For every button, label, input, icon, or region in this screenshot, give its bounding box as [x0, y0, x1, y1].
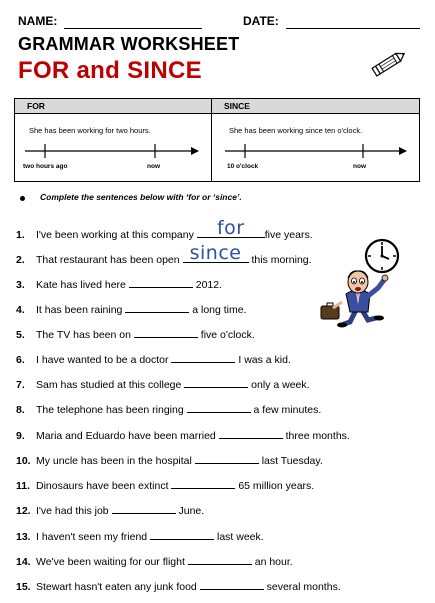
- question-item: [16, 502, 204, 517]
- question-item: [16, 578, 341, 593]
- since-start-label: 10 o'clock: [227, 163, 259, 170]
- for-timeline: [23, 141, 203, 161]
- question-text-before: Stewart hasn't eaten any junk food: [36, 581, 200, 593]
- question-item: [16, 376, 310, 391]
- question-text-before: Sam has studied at this college: [36, 379, 185, 391]
- question-item: [16, 301, 247, 316]
- pencil-icon: [370, 46, 410, 80]
- question-text-after: a few minutes.: [250, 404, 322, 416]
- answer-blank[interactable]: [195, 452, 259, 464]
- question-number: 13.: [16, 531, 31, 543]
- question-item: [16, 427, 350, 442]
- question-number: 9.: [16, 430, 25, 442]
- explanation-box: [14, 98, 420, 182]
- question-number: 6.: [16, 354, 25, 366]
- question-text-after: five years.: [264, 229, 313, 241]
- question-item: [16, 217, 313, 241]
- handwritten-answer: for: [216, 217, 245, 239]
- for-start-label: two hours ago: [23, 163, 68, 170]
- date-label: DATE:: [243, 14, 279, 28]
- question-number: 14.: [16, 556, 31, 568]
- question-text-after: last Tuesday.: [258, 455, 323, 467]
- answer-blank[interactable]: [184, 376, 248, 388]
- answer-blank[interactable]: [171, 477, 235, 489]
- answer-blank[interactable]: [187, 401, 251, 413]
- question-number: 7.: [16, 379, 25, 391]
- question-text-after: I was a kid.: [235, 354, 291, 366]
- answer-blank[interactable]: [134, 326, 198, 338]
- question-text-after: only a week.: [248, 379, 310, 391]
- question-text-before: I've had this job: [36, 505, 112, 517]
- since-heading: SINCE: [224, 101, 250, 111]
- question-item: [16, 452, 323, 467]
- for-heading: FOR: [27, 101, 45, 111]
- question-text-after: three months.: [282, 430, 350, 442]
- handwritten-answer: since: [189, 242, 242, 264]
- question-text-after: 2012.: [192, 279, 223, 291]
- instruction-text: Complete the sentences below with ‘for or ‘since’.: [40, 192, 242, 202]
- question-text-after: last week.: [214, 531, 264, 543]
- running-businessman-illustration: [318, 268, 400, 330]
- answer-blank[interactable]: [125, 301, 189, 313]
- question-number: 10.: [16, 455, 31, 467]
- question-item: [16, 401, 321, 416]
- question-text-after: an hour.: [251, 556, 293, 568]
- answer-blank[interactable]: [129, 276, 193, 288]
- answer-blank[interactable]: [112, 502, 176, 514]
- answer-blank[interactable]: [171, 351, 235, 363]
- since-header: [212, 99, 419, 114]
- question-item: [16, 553, 293, 568]
- question-item: [16, 477, 314, 492]
- question-item: [16, 242, 312, 266]
- answer-blank[interactable]: [200, 578, 264, 590]
- name-label: NAME:: [18, 14, 58, 28]
- question-item: [16, 276, 222, 291]
- question-text-before: The TV has been on: [36, 329, 134, 341]
- for-example: She has been working for two hours.: [29, 126, 151, 135]
- question-text-before: My uncle has been in the hospital: [36, 455, 195, 467]
- question-item: [16, 326, 255, 341]
- question-text-before: We've been waiting for our flight: [36, 556, 188, 568]
- question-text-before: It has been raining: [36, 304, 126, 316]
- question-text-after: June.: [175, 505, 205, 517]
- question-item: [16, 351, 291, 366]
- date-field[interactable]: [286, 28, 420, 29]
- question-number: 11.: [16, 480, 31, 492]
- answer-blank[interactable]: [183, 242, 249, 264]
- question-number: 2.: [16, 254, 25, 266]
- question-number: 1.: [16, 229, 25, 241]
- question-number: 15.: [16, 581, 31, 593]
- answer-blank[interactable]: [150, 528, 214, 540]
- name-field[interactable]: [64, 28, 202, 29]
- question-text-before: Kate has lived here: [36, 279, 129, 291]
- question-text-after: 65 million years.: [235, 480, 315, 492]
- question-text-before: I've been working at this company: [36, 229, 197, 241]
- question-text-after: this morning.: [248, 254, 312, 266]
- question-number: 5.: [16, 329, 25, 341]
- question-text-before: I haven't seen my friend: [36, 531, 151, 543]
- question-text-before: I have wanted to be a doctor: [36, 354, 172, 366]
- question-text-after: several months.: [263, 581, 341, 593]
- question-number: 4.: [16, 304, 25, 316]
- question-text-after: five o'clock.: [197, 329, 255, 341]
- question-number: 8.: [16, 404, 25, 416]
- answer-blank[interactable]: [197, 217, 265, 239]
- since-example: She has been working since ten o'clock.: [229, 126, 363, 135]
- question-text-before: Maria and Eduardo have been married: [36, 430, 219, 442]
- question-number: 3.: [16, 279, 25, 291]
- worksheet-title: GRAMMAR WORKSHEET: [18, 34, 240, 54]
- box-divider: [211, 99, 212, 181]
- answer-blank[interactable]: [188, 553, 252, 565]
- question-number: 12.: [16, 505, 31, 517]
- question-text-before: The telephone has been ringing: [36, 404, 187, 416]
- since-end-label: now: [353, 163, 366, 170]
- question-item: [16, 528, 264, 543]
- instruction-bullet: [20, 196, 25, 201]
- for-end-label: now: [147, 163, 160, 170]
- for-header: [15, 99, 211, 114]
- question-text-after: a long time.: [189, 304, 247, 316]
- since-timeline: [223, 141, 413, 161]
- question-text-before: Dinosaurs have been extinct: [36, 480, 172, 492]
- answer-blank[interactable]: [219, 427, 283, 439]
- worksheet-subtitle: FOR and SINCE: [18, 57, 202, 84]
- question-text-before: That restaurant has been open: [36, 254, 183, 266]
